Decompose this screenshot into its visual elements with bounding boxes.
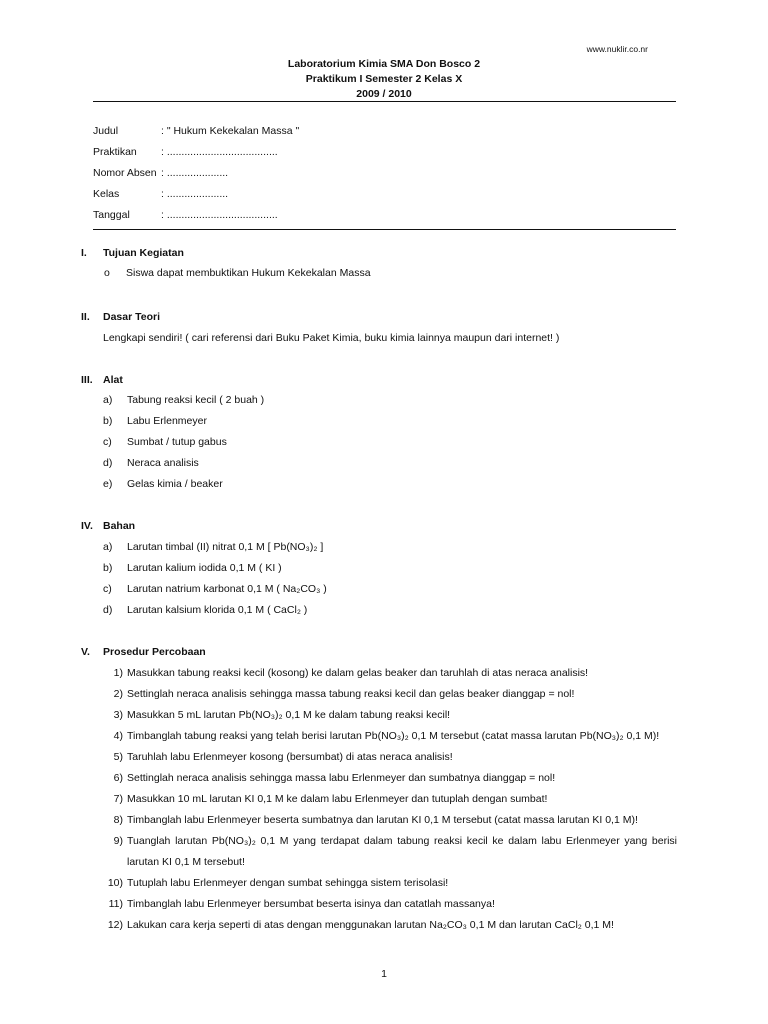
step-text: Settinglah neraca analisis sehingga massa labu Erlenmeyer dan sumbatnya dianggap = nol! — [127, 772, 556, 784]
list-text: Tabung reaksi kecil ( 2 buah ) — [127, 394, 265, 406]
list-item — [0, 415, 768, 431]
section-number: IV. — [81, 520, 93, 532]
section-number: V. — [81, 646, 90, 658]
procedure-step — [0, 877, 768, 893]
dasar-text: Lengkapi sendiri! ( cari referensi dari Buku Paket Kimia, buku kimia lainnya maupun dari internet! ) — [103, 332, 560, 344]
step-text: Lakukan cara kerja seperti di atas dengan menggunakan larutan Na₂CO₃ 0,1 M dan larutan CaCl₂ 0,1 M! — [127, 919, 614, 931]
list-text: Larutan kalsium klorida 0,1 M ( CaCl₂ ) — [127, 604, 308, 616]
section-number: II. — [81, 311, 90, 323]
header-practicum: Praktikum I Semester 2 Kelas X — [305, 73, 463, 85]
tujuan-item — [0, 267, 768, 283]
list-item — [0, 562, 768, 578]
section-tujuan-heading — [0, 247, 768, 263]
step-number: 7) — [113, 793, 123, 805]
header-lab-name: Laboratorium Kimia SMA Don Bosco 2 — [287, 58, 481, 70]
section-title: Prosedur Percobaan — [103, 646, 206, 658]
step-number: 1) — [113, 667, 123, 679]
section-number: I. — [81, 247, 87, 259]
step-text: Timbanglah labu Erlenmeyer beserta sumbatnya dan larutan KI 0,1 M tersebut (catat massa larutan KI 0,1 M)! — [127, 814, 638, 826]
section-title: Bahan — [103, 520, 136, 532]
section-bahan-heading — [0, 520, 768, 536]
procedure-step — [0, 919, 768, 935]
meta-label: Tanggal — [93, 209, 130, 221]
list-text: Larutan natrium karbonat 0,1 M ( Na₂CO₃ ) — [127, 583, 327, 595]
list-text: Larutan kalium iodida 0,1 M ( KI ) — [127, 562, 282, 574]
procedure-step — [0, 772, 768, 788]
meta-label: Praktikan — [93, 146, 137, 158]
step-number: 4) — [113, 730, 123, 742]
list-item — [0, 604, 768, 620]
list-marker: b) — [103, 415, 113, 427]
step-text: Settinglah neraca analisis sehingga massa tabung reaksi kecil dan gelas beaker dianggap = nol! — [127, 688, 575, 700]
step-number: 10) — [107, 877, 123, 889]
step-number: 6) — [113, 772, 123, 784]
list-marker: e) — [103, 478, 113, 490]
section-prosedur-heading — [0, 646, 768, 662]
page-number: 1 — [381, 968, 387, 980]
meta-label: Nomor Absen — [93, 167, 157, 179]
list-text: Sumbat / tutup gabus — [127, 436, 227, 448]
procedure-step — [0, 667, 768, 683]
step-text: Tuanglah larutan Pb(NO₃)₂ 0,1 M yang terdapat dalam tabung reaksi kecil ke dalam labu Erlenmeyer yang berisi — [127, 835, 677, 847]
step-text: larutan KI 0,1 M tersebut! — [127, 856, 245, 868]
list-marker: a) — [103, 541, 113, 553]
step-text: Masukkan 5 mL larutan Pb(NO₃)₂ 0,1 M ke dalam tabung reaksi kecil! — [127, 709, 451, 721]
procedure-step — [0, 793, 768, 809]
list-item — [0, 541, 768, 557]
list-marker: a) — [103, 394, 113, 406]
section-title: Tujuan Kegiatan — [103, 247, 184, 259]
step-text: Masukkan 10 mL larutan KI 0,1 M ke dalam labu Erlenmeyer dan tutuplah dengan sumbat! — [127, 793, 548, 805]
section-title: Dasar Teori — [103, 311, 160, 323]
list-marker: c) — [103, 436, 112, 448]
step-number: 8) — [113, 814, 123, 826]
section-title: Alat — [103, 374, 123, 386]
list-item — [0, 457, 768, 473]
step-text: Timbanglah tabung reaksi yang telah berisi larutan Pb(NO₃)₂ 0,1 M tersebut (catat massa larutan Pb(NO₃)₂ 0,1 M)! — [127, 730, 660, 742]
meta-value-blank: : ...................................... — [161, 209, 278, 221]
step-number: 5) — [113, 751, 123, 763]
meta-value-blank: : ..................... — [161, 188, 229, 200]
procedure-step — [0, 730, 768, 746]
list-text: Labu Erlenmeyer — [127, 415, 207, 427]
step-number: 12) — [107, 919, 123, 931]
meta-label: Judul — [93, 125, 119, 137]
step-text: Taruhlah labu Erlenmeyer kosong (bersumbat) di atas neraca analisis! — [127, 751, 453, 763]
step-text: Timbanglah labu Erlenmeyer bersumbat beserta isinya dan catatlah massanya! — [127, 898, 495, 910]
dasar-paragraph — [0, 332, 768, 348]
meta-label: Kelas — [93, 188, 120, 200]
meta-value-blank: : ...................................... — [161, 146, 278, 158]
list-item — [0, 394, 768, 410]
procedure-step — [0, 898, 768, 914]
meta-value-blank: : ..................... — [161, 167, 229, 179]
procedure-step — [0, 751, 768, 767]
list-marker: c) — [103, 583, 112, 595]
section-alat-heading — [0, 374, 768, 390]
list-marker: d) — [103, 457, 113, 469]
list-marker: b) — [103, 562, 113, 574]
procedure-step — [0, 814, 768, 830]
section-dasar-heading — [0, 311, 768, 327]
procedure-step — [0, 688, 768, 704]
list-text: Gelas kimia / beaker — [127, 478, 223, 490]
tujuan-text: Siswa dapat membuktikan Hukum Kekekalan Massa — [126, 267, 371, 279]
list-item — [0, 478, 768, 494]
step-number: 9) — [113, 835, 123, 847]
procedure-step — [0, 709, 768, 725]
section-number: III. — [81, 374, 93, 386]
header-year: 2009 / 2010 — [356, 88, 412, 100]
procedure-step — [0, 835, 768, 851]
meta-divider — [93, 229, 676, 230]
meta-value-title: : " Hukum Kekekalan Massa " — [161, 125, 300, 137]
procedure-step-continuation — [0, 856, 768, 872]
step-number: 3) — [113, 709, 123, 721]
list-text: Neraca analisis — [127, 457, 199, 469]
step-number: 2) — [113, 688, 123, 700]
list-marker: d) — [103, 604, 113, 616]
list-item — [0, 583, 768, 599]
bullet-marker: o — [104, 267, 110, 279]
step-text: Masukkan tabung reaksi kecil (kosong) ke dalam gelas beaker dan taruhlah di atas neraca analisis! — [127, 667, 589, 679]
step-text: Tutuplah labu Erlenmeyer dengan sumbat sehingga sistem terisolasi! — [127, 877, 449, 889]
list-item — [0, 436, 768, 452]
step-number: 11) — [108, 898, 123, 910]
website-url: www.nuklir.co.nr — [586, 44, 648, 54]
header-divider — [93, 101, 676, 102]
list-text: Larutan timbal (II) nitrat 0,1 M [ Pb(NO₃)₂ ] — [127, 541, 324, 553]
